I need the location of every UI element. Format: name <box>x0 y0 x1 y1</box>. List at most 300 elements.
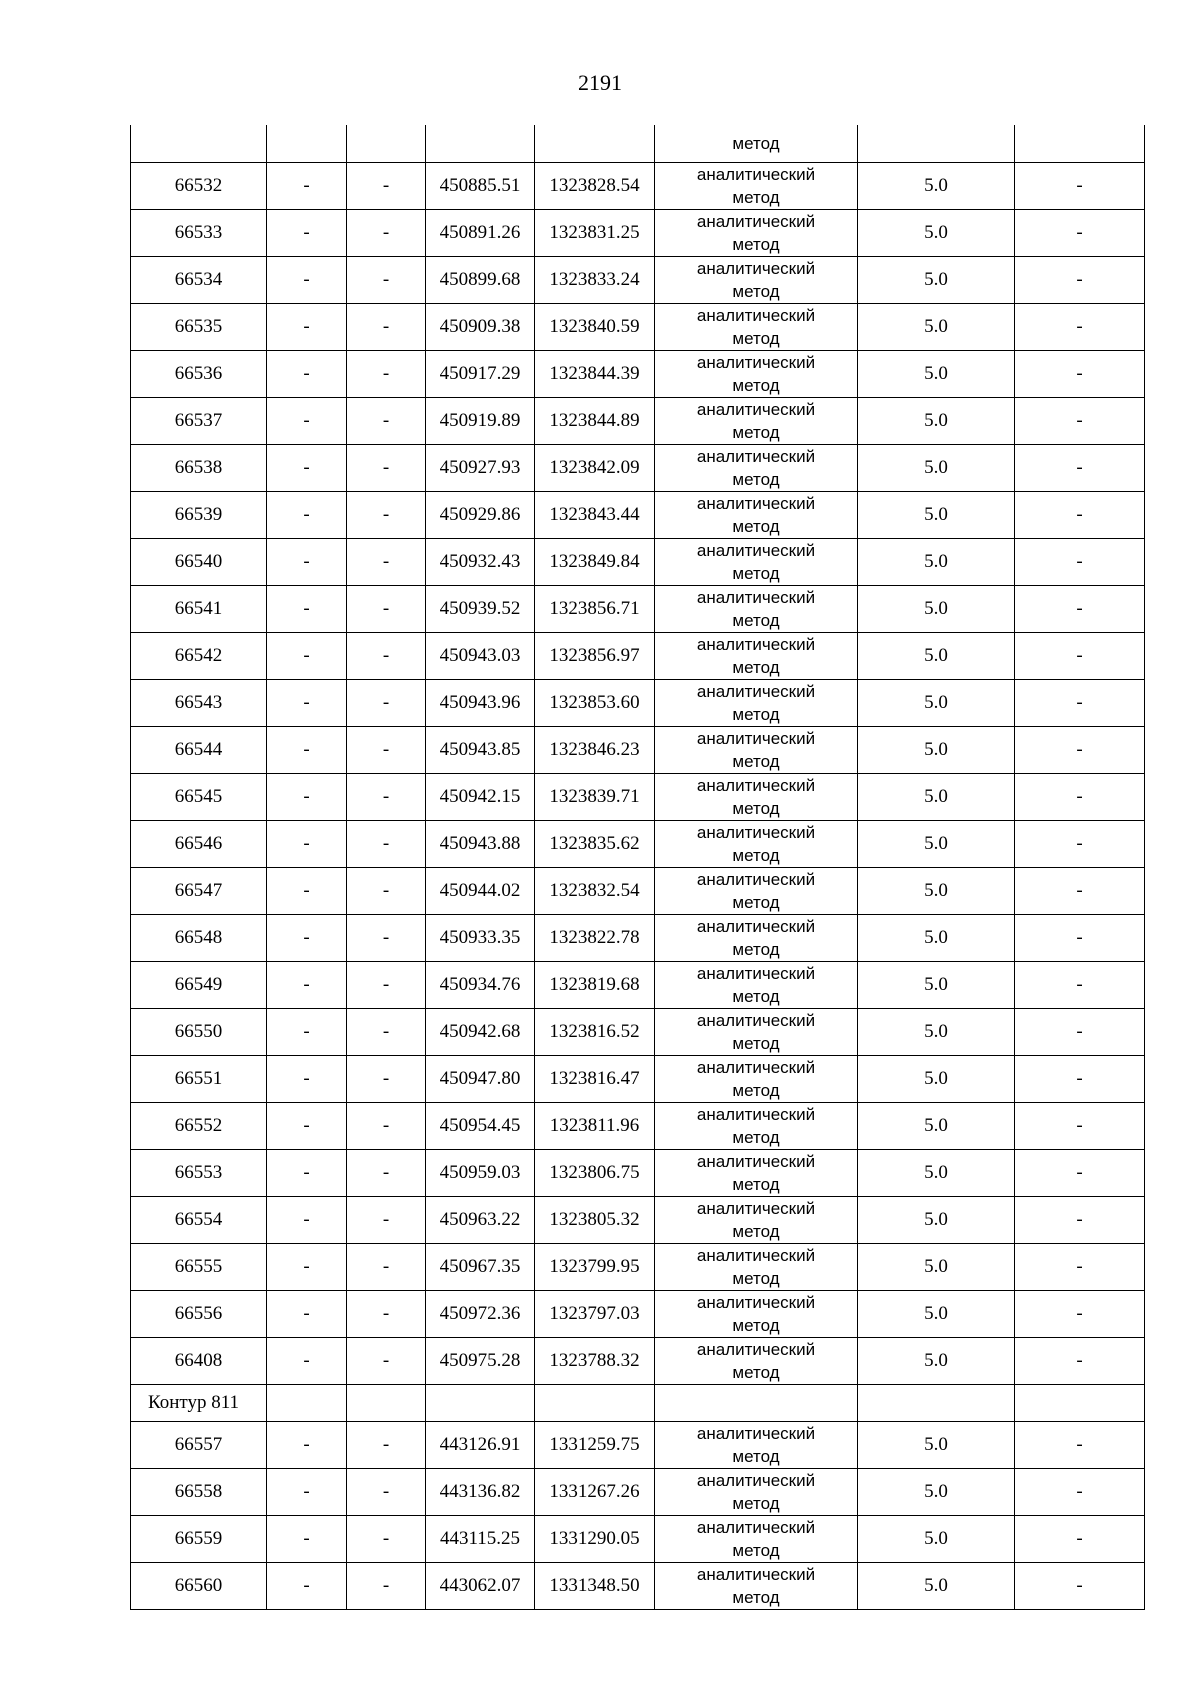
cell-col8: - <box>1015 257 1145 304</box>
cell-col2: - <box>267 351 347 398</box>
method-line-1: аналитический <box>696 353 816 372</box>
table-row <box>131 1009 1145 1056</box>
method-line-2: метод <box>732 1363 780 1382</box>
cell-accuracy: 5.0 <box>858 868 1015 915</box>
cell-point-id: 66533 <box>131 210 267 257</box>
cell-method <box>655 257 858 304</box>
cell-point-id <box>131 125 267 163</box>
cell-accuracy: 5.0 <box>858 680 1015 727</box>
cell-accuracy: 5.0 <box>858 210 1015 257</box>
cell-col2: - <box>267 821 347 868</box>
cell-y: 1323788.32 <box>535 1338 655 1385</box>
cell-empty <box>655 1385 858 1422</box>
cell-point-id: 66540 <box>131 539 267 586</box>
method-line-2: метод <box>732 1541 780 1560</box>
cell-method <box>655 915 858 962</box>
table-row <box>131 1291 1145 1338</box>
table-row <box>131 1244 1145 1291</box>
cell-col8: - <box>1015 445 1145 492</box>
cell-y: 1323799.95 <box>535 1244 655 1291</box>
cell-point-id: 66538 <box>131 445 267 492</box>
method-line-1: аналитический <box>696 964 816 983</box>
cell-y: 1331348.50 <box>535 1563 655 1610</box>
cell-col2: - <box>267 586 347 633</box>
cell-method <box>655 962 858 1009</box>
cell-accuracy: 5.0 <box>858 1150 1015 1197</box>
table-row <box>131 304 1145 351</box>
table-row <box>131 821 1145 868</box>
table-row <box>131 1422 1145 1469</box>
cell-method <box>655 398 858 445</box>
method-line-2: метод <box>732 1588 780 1607</box>
cell-x: 450943.88 <box>426 821 535 868</box>
table-row <box>131 351 1145 398</box>
table-row <box>131 1103 1145 1150</box>
cell-empty <box>1015 1385 1145 1422</box>
cell-col3: - <box>347 821 426 868</box>
cell-col3: - <box>347 962 426 1009</box>
cell-x <box>426 125 535 163</box>
cell-y: 1323856.71 <box>535 586 655 633</box>
cell-col8: - <box>1015 1338 1145 1385</box>
cell-accuracy: 5.0 <box>858 1009 1015 1056</box>
cell-point-id: 66535 <box>131 304 267 351</box>
cell-col2: - <box>267 1244 347 1291</box>
cell-accuracy: 5.0 <box>858 257 1015 304</box>
cell-method <box>655 1563 858 1610</box>
cell-col3 <box>347 125 426 163</box>
table-row <box>131 163 1145 210</box>
method-line-2: метод <box>732 846 780 865</box>
cell-accuracy: 5.0 <box>858 1197 1015 1244</box>
method-line-2: метод <box>732 987 780 1006</box>
cell-col3: - <box>347 1009 426 1056</box>
cell-y: 1323805.32 <box>535 1197 655 1244</box>
cell-point-id: 66553 <box>131 1150 267 1197</box>
cell-accuracy: 5.0 <box>858 163 1015 210</box>
cell-col2: - <box>267 304 347 351</box>
cell-col3: - <box>347 868 426 915</box>
method-line-1: аналитический <box>696 776 816 795</box>
cell-col2: - <box>267 727 347 774</box>
cell-col3: - <box>347 1563 426 1610</box>
table-row <box>131 868 1145 915</box>
method-line-1: аналитический <box>696 917 816 936</box>
method-line-2: метод <box>732 940 780 959</box>
table-row <box>131 398 1145 445</box>
cell-point-id: 66547 <box>131 868 267 915</box>
cell-col2: - <box>267 210 347 257</box>
table-row <box>131 680 1145 727</box>
cell-col2: - <box>267 445 347 492</box>
cell-point-id: 66543 <box>131 680 267 727</box>
method-line-2: метод <box>732 564 780 583</box>
cell-col2: - <box>267 1150 347 1197</box>
cell-accuracy: 5.0 <box>858 1103 1015 1150</box>
cell-x: 450943.85 <box>426 727 535 774</box>
cell-method <box>655 727 858 774</box>
cell-method <box>655 1056 858 1103</box>
cell-col8: - <box>1015 492 1145 539</box>
cell-x: 443126.91 <box>426 1422 535 1469</box>
method-line-1: аналитический <box>696 165 816 184</box>
cell-accuracy: 5.0 <box>858 1422 1015 1469</box>
method-line-1: аналитический <box>696 870 816 889</box>
method-line-1: аналитический <box>696 1293 816 1312</box>
cell-point-id: 66552 <box>131 1103 267 1150</box>
cell-x: 450927.93 <box>426 445 535 492</box>
cell-accuracy: 5.0 <box>858 398 1015 445</box>
method-line-2: метод <box>732 1269 780 1288</box>
cell-col3: - <box>347 1422 426 1469</box>
cell-col3: - <box>347 257 426 304</box>
method-line-1: аналитический <box>696 635 816 654</box>
cell-y: 1331290.05 <box>535 1516 655 1563</box>
table-row <box>131 727 1145 774</box>
cell-col2: - <box>267 680 347 727</box>
method-line-1: аналитический <box>696 212 816 231</box>
cell-accuracy: 5.0 <box>858 1291 1015 1338</box>
cell-col2 <box>267 125 347 163</box>
table-body <box>131 125 1145 1610</box>
method-line-2: метод <box>732 282 780 301</box>
cell-col2: - <box>267 1422 347 1469</box>
table-row <box>131 1563 1145 1610</box>
cell-y: 1323833.24 <box>535 257 655 304</box>
table-row <box>131 1338 1145 1385</box>
cell-col2: - <box>267 774 347 821</box>
cell-col3: - <box>347 680 426 727</box>
cell-x: 450891.26 <box>426 210 535 257</box>
cell-col8: - <box>1015 868 1145 915</box>
cell-y: 1331259.75 <box>535 1422 655 1469</box>
cell-col8: - <box>1015 210 1145 257</box>
cell-col2: - <box>267 915 347 962</box>
cell-method <box>655 304 858 351</box>
table-row <box>131 633 1145 680</box>
cell-col3: - <box>347 586 426 633</box>
cell-method <box>655 492 858 539</box>
cell-y: 1323816.52 <box>535 1009 655 1056</box>
method-line-2: метод <box>732 1034 780 1053</box>
cell-point-id: 66546 <box>131 821 267 868</box>
cell-col8: - <box>1015 1197 1145 1244</box>
cell-col2: - <box>267 1469 347 1516</box>
table-row <box>131 1469 1145 1516</box>
cell-col3: - <box>347 774 426 821</box>
cell-point-id: 66536 <box>131 351 267 398</box>
method-line-2: метод <box>732 423 780 442</box>
cell-col2: - <box>267 398 347 445</box>
method-line-2: метод <box>732 1081 780 1100</box>
cell-col3: - <box>347 633 426 680</box>
cell-accuracy: 5.0 <box>858 1056 1015 1103</box>
cell-col2: - <box>267 539 347 586</box>
cell-x: 450929.86 <box>426 492 535 539</box>
cell-method <box>655 633 858 680</box>
cell-x: 443136.82 <box>426 1469 535 1516</box>
cell-col2: - <box>267 1197 347 1244</box>
cell-x: 450939.52 <box>426 586 535 633</box>
cell-point-id: 66555 <box>131 1244 267 1291</box>
table-row <box>131 774 1145 821</box>
table-row <box>131 492 1145 539</box>
cell-col8: - <box>1015 1244 1145 1291</box>
cell-point-id: 66550 <box>131 1009 267 1056</box>
cell-method <box>655 821 858 868</box>
cell-y: 1323843.44 <box>535 492 655 539</box>
cell-y: 1323822.78 <box>535 915 655 962</box>
cell-col8: - <box>1015 398 1145 445</box>
cell-point-id: 66539 <box>131 492 267 539</box>
cell-col8: - <box>1015 304 1145 351</box>
cell-x: 443062.07 <box>426 1563 535 1610</box>
method-line-1: аналитический <box>696 1518 816 1537</box>
cell-y: 1323835.62 <box>535 821 655 868</box>
method-line-1: аналитический <box>696 541 816 560</box>
cell-y: 1323853.60 <box>535 680 655 727</box>
cell-col8 <box>1015 125 1145 163</box>
cell-col3: - <box>347 1516 426 1563</box>
cell-col8: - <box>1015 1469 1145 1516</box>
method-line-1: аналитический <box>696 306 816 325</box>
method-line-1: аналитический <box>696 1058 816 1077</box>
cell-x: 450975.28 <box>426 1338 535 1385</box>
cell-point-id: 66559 <box>131 1516 267 1563</box>
cell-col2: - <box>267 1103 347 1150</box>
cell-point-id: 66554 <box>131 1197 267 1244</box>
cell-col2: - <box>267 1291 347 1338</box>
method-line-1: аналитический <box>696 823 816 842</box>
cell-empty <box>858 1385 1015 1422</box>
cell-y: 1323832.54 <box>535 868 655 915</box>
cell-x: 450885.51 <box>426 163 535 210</box>
cell-accuracy: 5.0 <box>858 304 1015 351</box>
cell-x: 450942.15 <box>426 774 535 821</box>
cell-col3: - <box>347 351 426 398</box>
cell-col2: - <box>267 163 347 210</box>
cell-y: 1331267.26 <box>535 1469 655 1516</box>
cell-x: 443115.25 <box>426 1516 535 1563</box>
cell-col3: - <box>347 915 426 962</box>
cell-col3: - <box>347 727 426 774</box>
method-line-2: метод <box>732 517 780 536</box>
continuation-row <box>131 125 1145 163</box>
cell-accuracy <box>858 125 1015 163</box>
method-line-2: метод <box>732 1494 780 1513</box>
cell-y: 1323831.25 <box>535 210 655 257</box>
cell-method <box>655 774 858 821</box>
method-line-1: аналитический <box>696 588 816 607</box>
cell-col3: - <box>347 1197 426 1244</box>
cell-point-id: 66544 <box>131 727 267 774</box>
method-line-2: метод <box>732 611 780 630</box>
method-line-1: аналитический <box>696 729 816 748</box>
cell-col2: - <box>267 1563 347 1610</box>
method-line-2: метод <box>732 470 780 489</box>
cell-col8: - <box>1015 727 1145 774</box>
cell-method <box>655 1469 858 1516</box>
cell-col8: - <box>1015 774 1145 821</box>
cell-method <box>655 680 858 727</box>
cell-col3: - <box>347 398 426 445</box>
table-row <box>131 915 1145 962</box>
cell-accuracy: 5.0 <box>858 539 1015 586</box>
cell-col8: - <box>1015 821 1145 868</box>
method-line-2: метод <box>732 799 780 818</box>
cell-empty <box>426 1385 535 1422</box>
cell-accuracy: 5.0 <box>858 445 1015 492</box>
cell-method <box>655 539 858 586</box>
table-row <box>131 539 1145 586</box>
table-row <box>131 445 1145 492</box>
cell-accuracy: 5.0 <box>858 774 1015 821</box>
cell-col2: - <box>267 1516 347 1563</box>
cell-method <box>655 1197 858 1244</box>
cell-x: 450942.68 <box>426 1009 535 1056</box>
cell-y: 1323839.71 <box>535 774 655 821</box>
method-line-1: аналитический <box>696 682 816 701</box>
cell-y: 1323797.03 <box>535 1291 655 1338</box>
cell-col2: - <box>267 1009 347 1056</box>
cell-point-id: 66548 <box>131 915 267 962</box>
cell-accuracy: 5.0 <box>858 1563 1015 1610</box>
method-line-1: аналитический <box>696 259 816 278</box>
cell-y: 1323844.89 <box>535 398 655 445</box>
method-line-1: аналитический <box>696 1565 816 1584</box>
cell-point-id: 66542 <box>131 633 267 680</box>
cell-y: 1323819.68 <box>535 962 655 1009</box>
cell-y: 1323844.39 <box>535 351 655 398</box>
cell-y <box>535 125 655 163</box>
cell-col8: - <box>1015 586 1145 633</box>
cell-y: 1323828.54 <box>535 163 655 210</box>
cell-col8: - <box>1015 1056 1145 1103</box>
cell-accuracy: 5.0 <box>858 1516 1015 1563</box>
cell-method <box>655 868 858 915</box>
table-row <box>131 1516 1145 1563</box>
cell-col3: - <box>347 210 426 257</box>
method-line-2: метод <box>732 329 780 348</box>
cell-empty <box>347 1385 426 1422</box>
cell-method <box>655 125 858 163</box>
cell-col8: - <box>1015 163 1145 210</box>
method-line-1: аналитический <box>696 1471 816 1490</box>
cell-accuracy: 5.0 <box>858 1469 1015 1516</box>
cell-col3: - <box>347 1291 426 1338</box>
cell-method <box>655 163 858 210</box>
cell-accuracy: 5.0 <box>858 727 1015 774</box>
cell-col2: - <box>267 492 347 539</box>
cell-col8: - <box>1015 680 1145 727</box>
method-line-1: аналитический <box>696 494 816 513</box>
cell-col3: - <box>347 1150 426 1197</box>
table-row <box>131 586 1145 633</box>
cell-col3: - <box>347 304 426 351</box>
cell-x: 450947.80 <box>426 1056 535 1103</box>
cell-point-id: 66558 <box>131 1469 267 1516</box>
cell-accuracy: 5.0 <box>858 962 1015 1009</box>
cell-x: 450967.35 <box>426 1244 535 1291</box>
method-line-2: метод <box>732 1128 780 1147</box>
cell-x: 450917.29 <box>426 351 535 398</box>
cell-y: 1323806.75 <box>535 1150 655 1197</box>
method-line-1: аналитический <box>696 1424 816 1443</box>
cell-col3: - <box>347 1056 426 1103</box>
cell-accuracy: 5.0 <box>858 1338 1015 1385</box>
method-line-1: аналитический <box>696 447 816 466</box>
cell-col3: - <box>347 1244 426 1291</box>
table-row <box>131 1150 1145 1197</box>
cell-x: 450909.38 <box>426 304 535 351</box>
method-line-2: метод <box>732 1222 780 1241</box>
cell-x: 450972.36 <box>426 1291 535 1338</box>
cell-col2: - <box>267 868 347 915</box>
cell-method <box>655 1291 858 1338</box>
cell-x: 450943.96 <box>426 680 535 727</box>
method-line-1: аналитический <box>696 1105 816 1124</box>
cell-point-id: 66541 <box>131 586 267 633</box>
method-line-1: аналитический <box>696 1152 816 1171</box>
method-line-2: метод <box>732 1175 780 1194</box>
cell-col8: - <box>1015 539 1145 586</box>
page-number: 2191 <box>578 70 622 95</box>
cell-col8: - <box>1015 1516 1145 1563</box>
method-line-2: метод <box>732 1316 780 1335</box>
method-line-2: метод <box>732 658 780 677</box>
cell-point-id: 66551 <box>131 1056 267 1103</box>
cell-col3: - <box>347 445 426 492</box>
cell-accuracy: 5.0 <box>858 633 1015 680</box>
cell-method <box>655 210 858 257</box>
cell-col2: - <box>267 633 347 680</box>
table-row <box>131 1056 1145 1103</box>
cell-x: 450934.76 <box>426 962 535 1009</box>
cell-col8: - <box>1015 1150 1145 1197</box>
table-row <box>131 257 1145 304</box>
cell-col8: - <box>1015 1422 1145 1469</box>
method-line-1: аналитический <box>696 400 816 419</box>
cell-x: 450959.03 <box>426 1150 535 1197</box>
cell-x: 450944.02 <box>426 868 535 915</box>
cell-col2: - <box>267 962 347 1009</box>
coordinates-table <box>130 125 1145 1610</box>
cell-y: 1323846.23 <box>535 727 655 774</box>
cell-empty <box>267 1385 347 1422</box>
cell-point-id: 66532 <box>131 163 267 210</box>
cell-col8: - <box>1015 1291 1145 1338</box>
cell-method <box>655 1150 858 1197</box>
cell-method <box>655 1009 858 1056</box>
cell-col3: - <box>347 1338 426 1385</box>
cell-method <box>655 1516 858 1563</box>
cell-x: 450963.22 <box>426 1197 535 1244</box>
cell-point-id: 66549 <box>131 962 267 1009</box>
cell-col8: - <box>1015 1009 1145 1056</box>
table-row <box>131 962 1145 1009</box>
cell-col3: - <box>347 1469 426 1516</box>
method-line-2: метод <box>732 752 780 771</box>
cell-y: 1323856.97 <box>535 633 655 680</box>
method-line-2: метод <box>732 1447 780 1466</box>
cell-accuracy: 5.0 <box>858 1244 1015 1291</box>
contour-header-row <box>131 1385 1145 1422</box>
method-line-2: метод <box>732 188 780 207</box>
method-text: метод <box>732 134 780 153</box>
cell-method <box>655 1244 858 1291</box>
cell-point-id: 66545 <box>131 774 267 821</box>
cell-col3: - <box>347 492 426 539</box>
